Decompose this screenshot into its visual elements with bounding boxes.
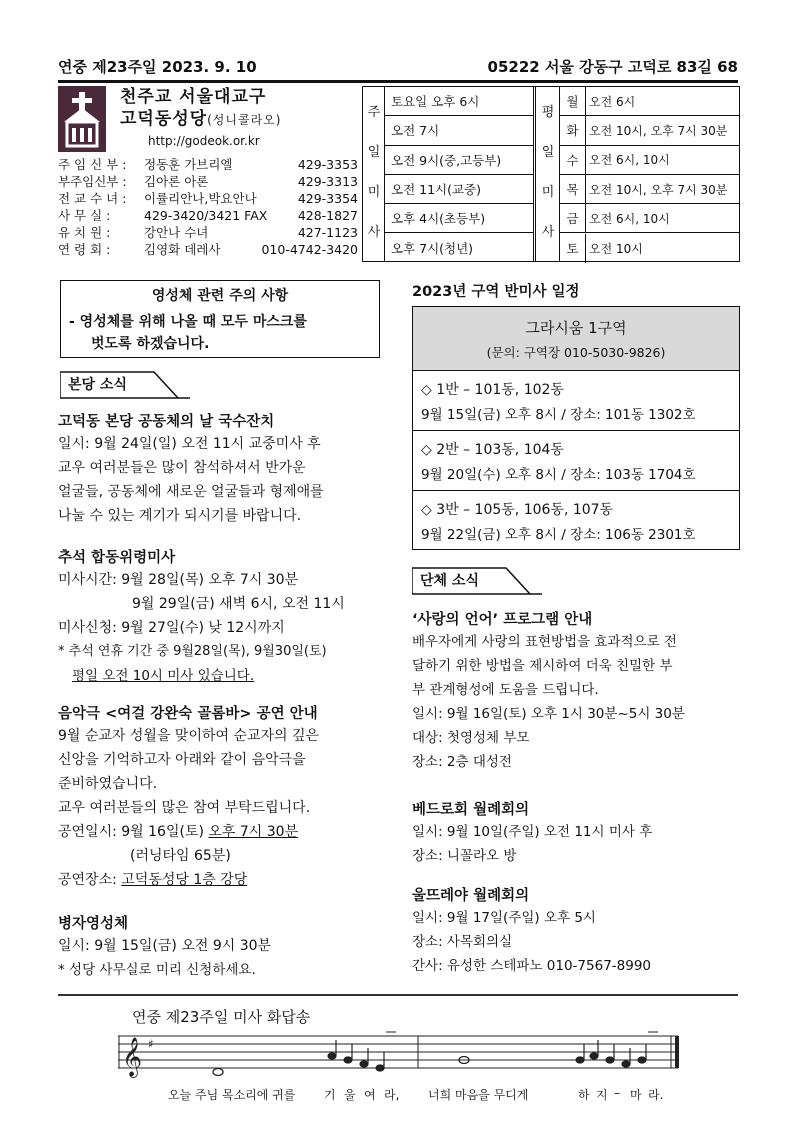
staff-name: 강안나 수녀 xyxy=(144,225,209,240)
section-tab-label: 본당 소식 xyxy=(68,377,127,393)
lyric: 여 xyxy=(364,1088,376,1102)
staff-directory xyxy=(58,156,358,258)
staff-row xyxy=(58,224,358,241)
musical-line: 신앙을 기억하고자 아래와 같이 음악극을 xyxy=(58,752,306,768)
notice-line: - 영성체를 위해 나올 때 모두 마스크를 xyxy=(69,314,307,330)
sunday-mass-time: 오후 7시(청년) xyxy=(391,241,474,257)
staff-row xyxy=(58,207,358,224)
chuseok-mass-body xyxy=(58,568,388,688)
svg-text:𝄞: 𝄞 xyxy=(122,1037,143,1077)
love-line: 일시: 9월 16일(토) 오후 1시 30분~5시 30분 xyxy=(412,706,685,722)
psalm-lyrics xyxy=(0,1086,794,1106)
weekday-mass-day: 토 xyxy=(560,234,586,263)
ultreya-meeting-title: 울뜨레야 월례회의 xyxy=(412,888,530,904)
staff-role: 전 교 수 녀 : xyxy=(58,191,127,206)
staff-phone: 010-4742-3420 xyxy=(261,242,358,257)
church-name xyxy=(120,86,281,131)
zone-group-detail: 9월 15일(금) 오후 8시 / 장소: 101동 1302호 xyxy=(421,407,696,423)
sunday-mass-time: 오후 4시(초등부) xyxy=(385,204,533,233)
sick-communion-title: 병자영성체 xyxy=(58,916,129,932)
staff-phone: 429-3313 xyxy=(297,174,358,189)
zone-group-title: ◇ 2반 – 103동, 104동 xyxy=(421,442,564,458)
weekday-mass-time: 오전 6시, 10시 xyxy=(586,146,740,175)
love-line: 배우자에게 사랑의 표현방법을 효과적으로 전 xyxy=(412,634,677,650)
music-staff xyxy=(118,1028,680,1080)
staff-name: 이률리안나,박요안나 xyxy=(144,191,257,206)
lyric: 기 xyxy=(324,1088,336,1102)
sunday-mass-time: 오전 11시(교중) xyxy=(385,175,533,204)
ultreya-line: 간사: 유성한 스테파노 010-7567-8990 xyxy=(412,958,652,974)
staff-name: 429-3420/3421 FAX xyxy=(144,208,268,223)
weekday-mass-label-char: 사 xyxy=(541,225,555,240)
staff-role: 유 치 원 : xyxy=(58,225,111,240)
musical-place: 고덕동성당 1층 강당 xyxy=(121,872,248,888)
lyric: 너희 마음을 무디게 xyxy=(428,1088,529,1102)
section-tab-parish-news xyxy=(60,370,190,396)
lyric: 지 xyxy=(596,1088,608,1102)
zone-group-detail: 9월 22일(금) 오후 8시 / 장소: 106동 2301호 xyxy=(421,527,696,543)
ultreya-line: 장소: 사목회의실 xyxy=(412,934,513,950)
lyric: 라. xyxy=(648,1088,664,1102)
mass-schedule-table xyxy=(362,86,740,262)
issue-date: 연중 제23주일 2023. 9. 10 xyxy=(58,58,257,76)
lyric: – xyxy=(614,1086,620,1100)
zone-contact: (문의: 구역장 010-5030-9826) xyxy=(486,345,666,360)
musical-runtime: (러닝타임 65분) xyxy=(130,848,231,864)
footer-rule xyxy=(58,994,738,996)
staff-name: 정동훈 가브리엘 xyxy=(144,157,233,172)
love-program-title: ‘사랑의 언어’ 프로그램 안내 xyxy=(412,612,593,628)
notice-body xyxy=(69,311,373,355)
noodle-line: 교우 여러분들은 많이 참석하셔서 반가운 xyxy=(58,460,306,476)
weekday-mass-label-char: 평 xyxy=(541,105,555,120)
peter-meeting-body xyxy=(412,820,742,868)
weekday-mass-time: 오전 10시, 오후 7시 30분 xyxy=(586,116,740,145)
staff-row xyxy=(58,173,358,190)
communion-notice-box xyxy=(60,280,380,358)
lyric: 라, xyxy=(384,1088,400,1102)
psalm-title: 연중 제23주일 미사 화답송 xyxy=(132,1008,311,1026)
ultreya-line: 일시: 9월 17일(주일) 오후 5시 xyxy=(412,910,596,926)
chuseok-line: 평일 오전 10시 미사 있습니다. xyxy=(72,668,255,684)
staff-role: 사 무 실 : xyxy=(58,208,111,223)
weekday-mass-time: 오전 10시, 오후 7시 30분 xyxy=(586,175,740,204)
weekday-mass-day: 수 xyxy=(560,146,586,175)
sunday-mass-label-char: 미 xyxy=(367,185,381,200)
noodle-event-title: 고덕동 본당 공동체의 날 국수잔치 xyxy=(58,414,275,430)
church-name-line1: 천주교 서울대교구 xyxy=(120,87,267,107)
notice-title: 영성체 관련 주의 사항 xyxy=(151,288,289,304)
love-line: 부 관계형성에 도움을 드립니다. xyxy=(412,682,599,698)
sunday-mass-time: 토요일 오후 6시 xyxy=(385,87,533,116)
sunday-mass-time: 오전 7시 xyxy=(385,116,533,145)
bulletin-header-bar xyxy=(58,56,738,80)
zone-mass-table xyxy=(412,306,740,550)
weekday-mass-day: 월 xyxy=(560,87,586,116)
musical-title: 음악극 <여걸 강완숙 골롬바> 공연 안내 xyxy=(58,706,318,722)
weekday-mass-day: 화 xyxy=(560,116,586,145)
weekday-mass-time: 오전 6시 xyxy=(586,87,740,116)
staff-phone: 429-3353 xyxy=(297,157,358,172)
sunday-mass-label-char: 일 xyxy=(367,145,381,160)
header-rule xyxy=(58,80,738,83)
church-address: 05222 서울 강동구 고덕로 83길 68 xyxy=(487,58,738,76)
weekday-mass-label-char: 미 xyxy=(541,185,555,200)
noodle-line: 얼굴들, 공동체에 새로운 얼굴들과 형제애를 xyxy=(58,484,324,500)
weekday-mass-time: 오전 6시, 10시 xyxy=(586,204,740,233)
sunday-mass-label-char: 사 xyxy=(367,225,381,240)
musical-line: 교우 여러분들의 많은 참여 부탁드립니다. xyxy=(58,800,311,816)
weekday-mass-day: 목 xyxy=(560,175,586,204)
psalm-score xyxy=(118,1028,680,1080)
ultreya-meeting-body xyxy=(412,906,742,978)
musical-line: 9월 순교자 성월을 맞이하여 순교자의 깊은 xyxy=(58,728,320,744)
musical-line: 준비하였습니다. xyxy=(58,776,158,792)
staff-row xyxy=(58,190,358,207)
love-program-body xyxy=(412,630,742,774)
weekday-mass-time: 오전 10시 xyxy=(589,241,643,256)
sunday-mass-time: 오전 9시(중,고등부) xyxy=(385,146,533,175)
zone-group-detail: 9월 20일(수) 오후 8시 / 장소: 103동 1704호 xyxy=(421,467,696,483)
lyric: 마 xyxy=(630,1088,642,1102)
zone-group xyxy=(413,491,739,551)
noodle-event-body xyxy=(58,432,384,528)
staff-phone: 428-1827 xyxy=(297,208,358,223)
zone-group xyxy=(413,371,739,431)
musical-place-label: 공연장소: xyxy=(58,872,122,888)
musical-date-label: 공연일시: 9월 16일(토) xyxy=(58,824,209,840)
staff-phone: 427-1123 xyxy=(297,225,358,240)
sick-line: * 성당 사무실로 미리 신청하세요. xyxy=(58,962,256,978)
musical-date-time: 오후 7시 30분 xyxy=(208,824,299,840)
love-line: 장소: 2층 대성전 xyxy=(412,754,512,770)
sick-communion-body xyxy=(58,934,388,982)
love-line: 달하기 위한 방법을 제시하여 더욱 친밀한 부 xyxy=(412,658,673,674)
peter-line: 장소: 니꼴라오 방 xyxy=(412,848,517,864)
church-patron: (성니콜라오) xyxy=(207,113,282,127)
zone-group-title: ◇ 3반 – 105동, 106동, 107동 xyxy=(421,502,614,518)
zone-header xyxy=(413,307,739,371)
notice-line: 벗도록 하겠습니다. xyxy=(91,336,210,352)
chuseok-line: 9월 29일(금) 새벽 6시, 오전 11시 xyxy=(132,596,345,612)
zone-group-title: ◇ 1반 – 101동, 102동 xyxy=(421,382,564,398)
zone-mass-heading: 2023년 구역 반미사 일정 xyxy=(412,284,580,300)
section-tab-group-news xyxy=(412,566,542,592)
love-line: 대상: 첫영성체 부모 xyxy=(412,730,530,746)
staff-role: 연 령 회 : xyxy=(58,242,111,257)
section-tab-label: 단체 소식 xyxy=(420,573,479,589)
lyric: 하 xyxy=(578,1088,590,1102)
noodle-line: 일시: 9월 24일(일) 오전 11시 교중미사 후 xyxy=(58,436,321,452)
sick-line: 일시: 9월 15일(금) 오전 9시 30분 xyxy=(58,938,272,954)
lyric: 울 xyxy=(344,1088,356,1102)
weekday-mass-label xyxy=(536,87,560,261)
chuseok-line: 미사시간: 9월 28일(목) 오후 7시 30분 xyxy=(58,572,299,588)
lyric: 오늘 주님 목소리에 귀를 xyxy=(168,1088,296,1102)
zone-name: 그라시움 1구역 xyxy=(525,319,627,337)
chuseok-line: * 추석 연휴 기간 중 9월28일(목), 9월30일(토) xyxy=(58,644,327,659)
chuseok-mass-title: 추석 합동위령미사 xyxy=(58,550,176,566)
church-website-link[interactable]: http://godeok.or.kr xyxy=(148,134,260,148)
svg-text:♯: ♯ xyxy=(148,1037,154,1051)
noodle-line: 나눌 수 있는 계기가 되시기를 바랍니다. xyxy=(58,508,302,524)
zone-group xyxy=(413,431,739,491)
staff-role: 주 임 신 부 : xyxy=(58,157,127,172)
weekday-mass-day: 금 xyxy=(560,204,586,233)
chuseok-line: 미사신청: 9월 27일(수) 낮 12시까지 xyxy=(58,620,285,636)
weekday-mass-label-char: 일 xyxy=(541,145,555,160)
staff-phone: 429-3354 xyxy=(297,191,358,206)
sunday-mass-label xyxy=(363,87,385,261)
staff-name: 김아론 아론 xyxy=(144,174,209,189)
sunday-mass-label-char: 주 xyxy=(367,105,381,120)
staff-row xyxy=(58,156,358,173)
peter-line: 일시: 9월 10일(주일) 오전 11시 미사 후 xyxy=(412,824,653,840)
peter-meeting-title: 베드로회 월례회의 xyxy=(412,802,530,818)
staff-row xyxy=(58,241,358,258)
church-logo xyxy=(58,86,106,152)
musical-body xyxy=(58,724,388,892)
staff-name: 김영화 데레사 xyxy=(144,242,221,257)
staff-role: 부주임신부 : xyxy=(58,174,127,189)
church-name-line2: 고덕동성당 xyxy=(120,109,208,129)
